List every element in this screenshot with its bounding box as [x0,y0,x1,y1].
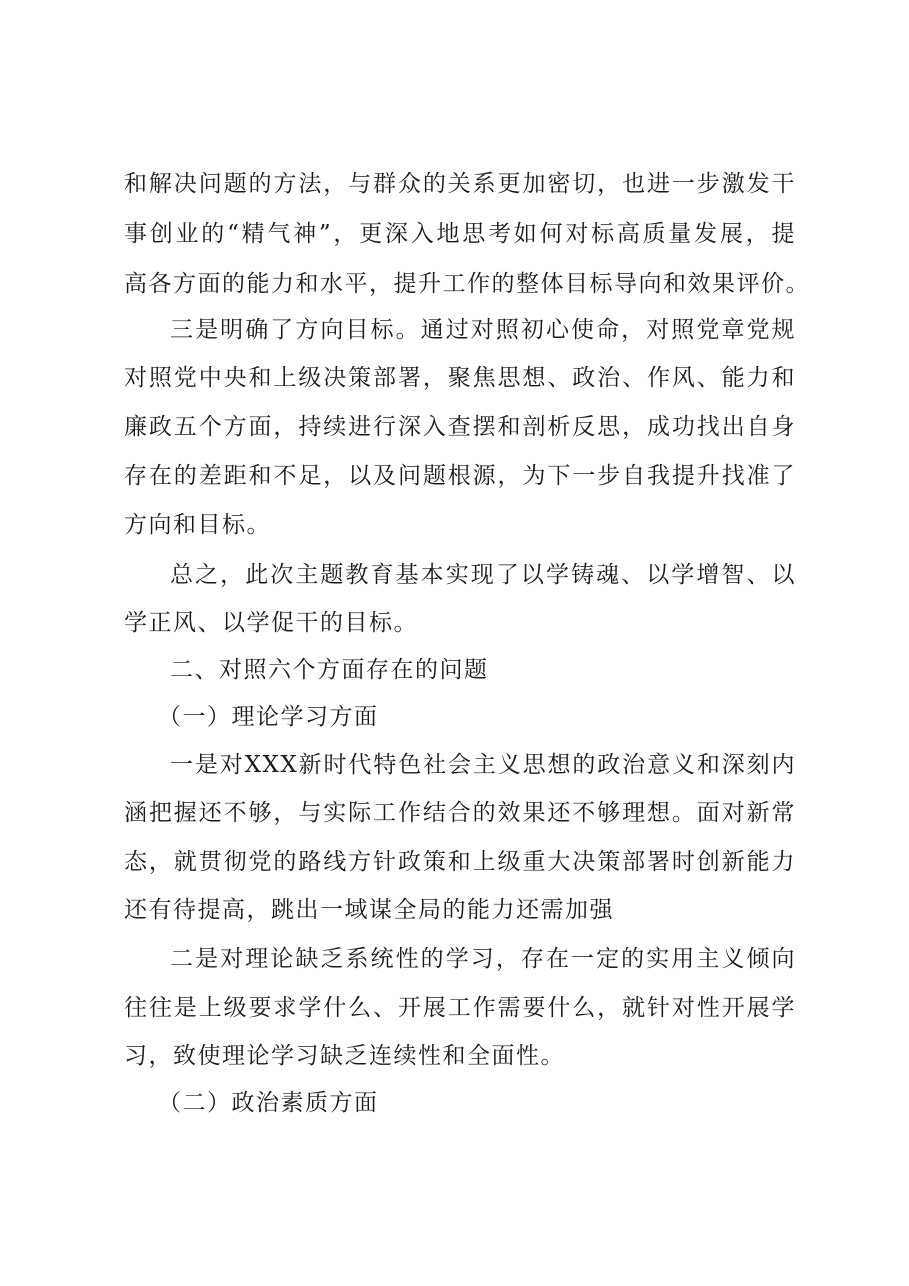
paragraph-line: 二是对理论缺乏系统性的学习，存在一定的实用主义倾向 [170,946,796,972]
paragraph-line: 还有待提高，跳出一域谋全局的能力还需加强 [124,897,614,923]
paragraph-line: 态，就贯彻党的路线方针政策和上级重大决策部署时创新能力 [124,849,796,875]
paragraph-line: 总之，此次主题教育基本实现了以学铸魂、以学增智、以 [170,562,796,588]
section-heading: 二、对照六个方面存在的问题 [170,657,489,683]
subsection-heading: （一）理论学习方面 [158,704,379,730]
paragraph-line: 存在的差距和不足，以及问题根源，为下一步自我提升找准了 [124,463,796,489]
subsection-heading: （二）政治素质方面 [158,1090,379,1116]
paragraph-line: 高各方面的能力和水平，提升工作的整体目标导向和效果评价。 [124,271,810,297]
paragraph-line: 方向和目标。 [124,512,271,538]
paragraph-line: 三是明确了方向目标。通过对照初心使命，对照党章党规 [170,317,796,343]
paragraph-line: 涵把握还不够，与实际工作结合的效果还不够理想。面对新常 [124,800,796,826]
paragraph-line: 和解决问题的方法，与群众的关系更加密切，也进一步激发干 [124,171,796,197]
paragraph-line: 学正风、以学促干的目标。 [124,610,418,636]
paragraph-line: 一是对XXX新时代特色社会主义思想的政治意义和深刻内 [170,752,796,778]
paragraph-line: 习，致使理论学习缺乏连续性和全面性。 [124,1043,565,1069]
paragraph-line: 对照党中央和上级决策部署，聚焦思想、政治、作风、能力和 [124,365,796,391]
paragraph-line: 事创业的“精气神”，更深入地思考如何对标高质量发展，提 [124,221,796,247]
paragraph-line: 往往是上级要求学什么、开展工作需要什么，就针对性开展学 [124,995,796,1021]
paragraph-line: 廉政五个方面，持续进行深入查摆和剖析反思，成功找出自身 [124,414,796,440]
